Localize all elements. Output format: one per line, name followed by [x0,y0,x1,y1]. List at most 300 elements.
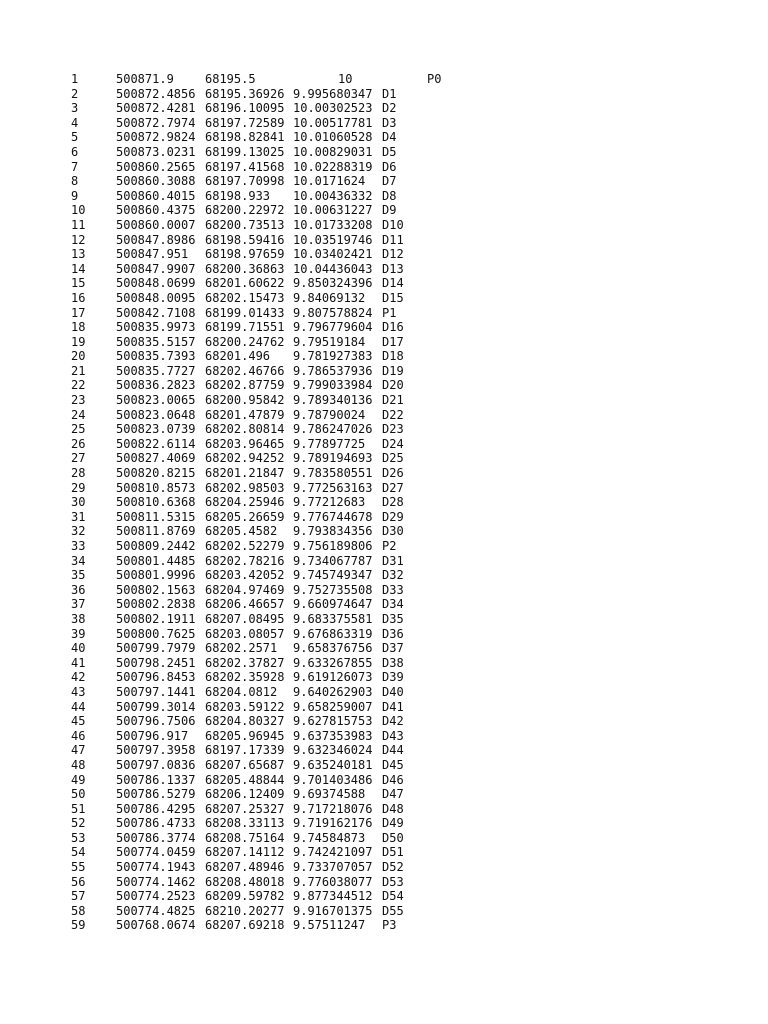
row-number: 8 [71,174,79,189]
y-value: 68203.59122 [205,699,285,714]
point-label: D35 [382,611,404,626]
z-value: 9.877344512 [293,889,373,904]
x-value: 500847.8986 [116,232,196,247]
x-value: 500802.1911 [116,611,196,626]
table-row [0,174,768,189]
z-value: 9.683375581 [293,611,373,626]
z-value: 10.00829031 [293,144,373,159]
x-value: 500796.8453 [116,670,196,685]
row-number: 5 [71,130,79,145]
row-number: 26 [71,436,86,451]
point-label: D25 [382,451,404,466]
x-value: 500872.9824 [116,130,196,145]
row-number: 20 [71,349,86,364]
x-value: 500797.0836 [116,757,196,772]
z-value: 9.57511247 [293,918,366,933]
x-value: 500860.4015 [116,188,196,203]
row-number: 34 [71,553,86,568]
table-row [0,700,768,715]
y-value: 68207.08495 [205,611,285,626]
row-number: 50 [71,787,86,802]
table-row [0,641,768,656]
z-value: 9.786247026 [293,422,373,437]
table-row [0,437,768,452]
x-value: 500797.1441 [116,684,196,699]
z-value: 10.00631227 [293,203,373,218]
row-number: 3 [71,101,79,116]
row-number: 55 [71,860,86,875]
row-number: 46 [71,728,86,743]
point-label: D32 [382,568,404,583]
point-label: D39 [382,670,404,685]
point-label: D29 [382,509,404,524]
y-value: 68199.71551 [205,320,285,335]
x-value: 500847.9907 [116,261,196,276]
x-value: 500802.1563 [116,582,196,597]
row-number: 21 [71,363,86,378]
point-label: D45 [382,757,404,772]
x-value: 500823.0648 [116,407,196,422]
x-value: 500835.7393 [116,349,196,364]
table-row [0,597,768,612]
table-row [0,656,768,671]
z-value: 9.719162176 [293,816,373,831]
table-row [0,787,768,802]
x-value: 500801.9996 [116,568,196,583]
y-value: 68203.08057 [205,626,285,641]
y-value: 68200.73513 [205,217,285,232]
y-value: 68207.25327 [205,801,285,816]
point-label: D3 [382,115,397,130]
x-value: 500823.0739 [116,422,196,437]
row-number: 27 [71,451,86,466]
row-number: 42 [71,670,86,685]
row-number: 33 [71,539,86,553]
x-value: 500872.4856 [116,86,196,101]
table-row [0,451,768,466]
table-row [0,685,768,700]
z-value: 10.00302523 [293,101,373,116]
x-value: 500871.9 [116,72,174,86]
table-row [0,189,768,204]
row-number: 30 [71,495,86,510]
z-value: 9.637353983 [293,728,373,743]
z-value: 10.01733208 [293,217,373,232]
x-value: 500811.5315 [116,509,196,524]
y-value: 68202.78216 [205,553,285,568]
z-value: 9.632346024 [293,743,373,758]
x-value: 500809.2442 [116,539,196,553]
table-row [0,408,768,423]
point-label: D37 [382,641,404,656]
y-value: 68207.48946 [205,860,285,875]
table-row [0,583,768,598]
x-value: 500798.2451 [116,655,196,670]
z-value: 9.772563163 [293,480,373,495]
y-value: 68197.41568 [205,159,285,174]
table-row [0,918,768,933]
point-label: D46 [382,772,404,787]
z-value: 9.733707057 [293,860,373,875]
table-row [0,627,768,642]
x-value: 500774.4825 [116,903,196,918]
point-label: D50 [382,830,404,845]
x-value: 500797.3958 [116,743,196,758]
point-label: D23 [382,422,404,437]
x-value: 500810.6368 [116,495,196,510]
y-value: 68195.36926 [205,86,285,101]
x-value: 500848.0095 [116,290,196,305]
x-value: 500860.4375 [116,203,196,218]
x-value: 500860.0007 [116,217,196,232]
y-value: 68205.48844 [205,772,285,787]
y-value: 68207.14112 [205,845,285,860]
y-value: 68201.60622 [205,276,285,291]
table-row [0,554,768,569]
table-row [0,831,768,846]
row-number: 10 [71,203,86,218]
x-value: 500835.5157 [116,334,196,349]
z-value: 9.676863319 [293,626,373,641]
z-value: 9.776744678 [293,509,373,524]
y-value: 68202.37827 [205,655,285,670]
z-value: 10 [338,72,353,86]
table-row [0,276,768,291]
x-value: 500802.2838 [116,597,196,612]
y-value: 68198.97659 [205,247,285,262]
row-number: 48 [71,757,86,772]
z-value: 9.776038077 [293,874,373,889]
table-row [0,743,768,758]
table-row [0,758,768,773]
table-row [0,349,768,364]
table-row [0,904,768,919]
row-number: 12 [71,232,86,247]
table-row [0,130,768,145]
z-value: 9.807578824 [293,305,373,320]
point-label: D12 [382,247,404,262]
y-value: 68199.01433 [205,305,285,320]
row-number: 57 [71,889,86,904]
row-number: 1 [71,72,79,86]
x-value: 500827.4069 [116,451,196,466]
x-value: 500811.8769 [116,524,196,539]
y-value: 68202.52279 [205,539,285,553]
z-value: 9.640262903 [293,684,373,699]
z-value: 9.756189806 [293,539,373,553]
row-number: 56 [71,874,86,889]
y-value: 68200.22972 [205,203,285,218]
table-row [0,845,768,860]
y-value: 68209.59782 [205,889,285,904]
point-label: D31 [382,553,404,568]
point-label: D11 [382,232,404,247]
y-value: 68201.496 [205,349,271,364]
y-value: 68201.21847 [205,466,285,481]
point-label: D27 [382,480,404,495]
row-number: 15 [71,276,86,291]
table-row [0,422,768,437]
z-value: 10.01060528 [293,130,373,145]
table-row [0,670,768,685]
z-value: 9.789340136 [293,393,373,408]
table-row [0,145,768,160]
z-value: 9.627815753 [293,714,373,729]
point-label: D14 [382,276,404,291]
point-label: D21 [382,393,404,408]
x-value: 500842.7108 [116,305,196,320]
table-row [0,160,768,175]
row-number: 39 [71,626,86,641]
z-value: 10.00436332 [293,188,373,203]
row-number: 22 [71,378,86,393]
table-row [0,320,768,335]
table-row [0,524,768,539]
row-number: 11 [71,217,86,232]
row-number: 25 [71,422,86,437]
y-value: 68208.48018 [205,874,285,889]
z-value: 10.0171624 [293,174,366,189]
table-row [0,568,768,583]
table-row [0,495,768,510]
z-value: 9.78790024 [293,407,366,422]
z-value: 9.783580551 [293,466,373,481]
y-value: 68202.46766 [205,363,285,378]
point-label: D33 [382,582,404,597]
z-value: 9.658259007 [293,699,373,714]
table-row [0,101,768,116]
y-value: 68202.35928 [205,670,285,685]
table-row [0,481,768,496]
z-value: 9.793834356 [293,524,373,539]
x-value: 500786.4733 [116,816,196,831]
table-row [0,393,768,408]
y-value: 68198.82841 [205,130,285,145]
point-label: D28 [382,495,404,510]
z-value: 9.660974647 [293,597,373,612]
point-label: P2 [382,539,397,553]
point-label: D16 [382,320,404,335]
x-value: 500823.0065 [116,393,196,408]
point-label: D5 [382,144,397,159]
z-value: 10.03519746 [293,232,373,247]
point-label: D6 [382,159,397,174]
x-value: 500796.917 [116,728,189,743]
row-number: 49 [71,772,86,787]
row-number: 36 [71,582,86,597]
y-value: 68204.0812 [205,684,278,699]
y-value: 68201.47879 [205,407,285,422]
row-number: 24 [71,407,86,422]
x-value: 500835.9973 [116,320,196,335]
y-value: 68206.46657 [205,597,285,612]
point-label: D41 [382,699,404,714]
x-value: 500768.0674 [116,918,196,933]
row-number: 41 [71,655,86,670]
z-value: 9.635240181 [293,757,373,772]
point-label: D44 [382,743,404,758]
row-number: 23 [71,393,86,408]
x-value: 500836.2823 [116,378,196,393]
point-label: D51 [382,845,404,860]
z-value: 10.04436043 [293,261,373,276]
x-value: 500801.4485 [116,553,196,568]
z-value: 9.74584873 [293,830,366,845]
point-label: D52 [382,860,404,875]
y-value: 68202.80814 [205,422,285,437]
point-label: D53 [382,874,404,889]
table-row [0,262,768,277]
row-number: 52 [71,816,86,831]
row-number: 14 [71,261,86,276]
table-row [0,612,768,627]
table-row [0,233,768,248]
z-value: 9.745749347 [293,568,373,583]
x-value: 500799.3014 [116,699,196,714]
z-value: 10.00517781 [293,115,373,130]
row-number: 13 [71,247,86,262]
x-value: 500786.1337 [116,772,196,787]
point-label: D10 [382,217,404,232]
y-value: 68208.75164 [205,830,285,845]
z-value: 9.796779604 [293,320,373,335]
table-row [0,87,768,102]
point-label: D8 [382,188,397,203]
point-label: P0 [427,72,442,86]
z-value: 9.734067787 [293,553,373,568]
table-row [0,116,768,131]
z-value: 9.658376756 [293,641,373,656]
point-label: D22 [382,407,404,422]
y-value: 68197.70998 [205,174,285,189]
y-value: 68208.33113 [205,816,285,831]
y-value: 68202.87759 [205,378,285,393]
y-value: 68200.95842 [205,393,285,408]
point-label: D42 [382,714,404,729]
row-number: 29 [71,480,86,495]
point-label: D26 [382,466,404,481]
row-number: 38 [71,611,86,626]
point-label: D24 [382,436,404,451]
row-number: 18 [71,320,86,335]
z-value: 9.84069132 [293,290,366,305]
point-label: D13 [382,261,404,276]
y-value: 68200.24762 [205,334,285,349]
y-value: 68200.36863 [205,261,285,276]
row-number: 51 [71,801,86,816]
z-value: 9.701403486 [293,772,373,787]
x-value: 500774.1462 [116,874,196,889]
row-number: 47 [71,743,86,758]
row-number: 58 [71,903,86,918]
z-value: 9.781927383 [293,349,373,364]
point-label: D2 [382,101,397,116]
table-row [0,466,768,481]
x-value: 500786.3774 [116,830,196,845]
y-value: 68207.69218 [205,918,285,933]
table-row [0,247,768,262]
point-label: D18 [382,349,404,364]
x-value: 500774.2523 [116,889,196,904]
point-label: D4 [382,130,397,145]
x-value: 500873.0231 [116,144,196,159]
x-value: 500835.7727 [116,363,196,378]
row-number: 9 [71,188,79,203]
row-number: 4 [71,115,79,130]
point-label: D49 [382,816,404,831]
z-value: 9.79519184 [293,334,366,349]
row-number: 31 [71,509,86,524]
y-value: 68203.96465 [205,436,285,451]
row-number: 43 [71,684,86,699]
z-value: 10.03402421 [293,247,373,262]
y-value: 68195.5 [205,72,256,86]
point-label: D20 [382,378,404,393]
row-number: 6 [71,144,79,159]
z-value: 9.69374588 [293,787,366,802]
y-value: 68204.97469 [205,582,285,597]
point-label: D7 [382,174,397,189]
row-number: 2 [71,86,79,101]
z-value: 9.752735508 [293,582,373,597]
z-value: 9.633267855 [293,655,373,670]
table-row [0,773,768,788]
point-label: D40 [382,684,404,699]
x-value: 500799.7979 [116,641,196,656]
row-number: 53 [71,830,86,845]
row-number: 32 [71,524,86,539]
table-row [0,875,768,890]
row-number: 54 [71,845,86,860]
table-row [0,729,768,744]
table-row [0,816,768,831]
z-value: 9.77212683 [293,495,366,510]
x-value: 500872.7974 [116,115,196,130]
point-label: D1 [382,86,397,101]
x-value: 500774.0459 [116,845,196,860]
y-value: 68202.98503 [205,480,285,495]
point-label: D19 [382,363,404,378]
row-number: 17 [71,305,86,320]
table-row [0,364,768,379]
x-value: 500872.4281 [116,101,196,116]
table-row [0,714,768,729]
row-number: 16 [71,290,86,305]
table-row [0,378,768,393]
x-value: 500800.7625 [116,626,196,641]
y-value: 68205.4582 [205,524,278,539]
table-row [0,306,768,321]
z-value: 9.619126073 [293,670,373,685]
row-number: 28 [71,466,86,481]
z-value: 9.995680347 [293,86,373,101]
z-value: 9.789194693 [293,451,373,466]
x-value: 500822.6114 [116,436,196,451]
data-table [0,72,768,933]
x-value: 500786.4295 [116,801,196,816]
x-value: 500860.3088 [116,174,196,189]
table-row [0,335,768,350]
y-value: 68197.72589 [205,115,285,130]
y-value: 68205.26659 [205,509,285,524]
point-label: D54 [382,889,404,904]
y-value: 68203.42052 [205,568,285,583]
table-row [0,72,768,87]
point-label: D48 [382,801,404,816]
x-value: 500796.7506 [116,714,196,729]
y-value: 68198.933 [205,188,271,203]
point-label: D15 [382,290,404,305]
